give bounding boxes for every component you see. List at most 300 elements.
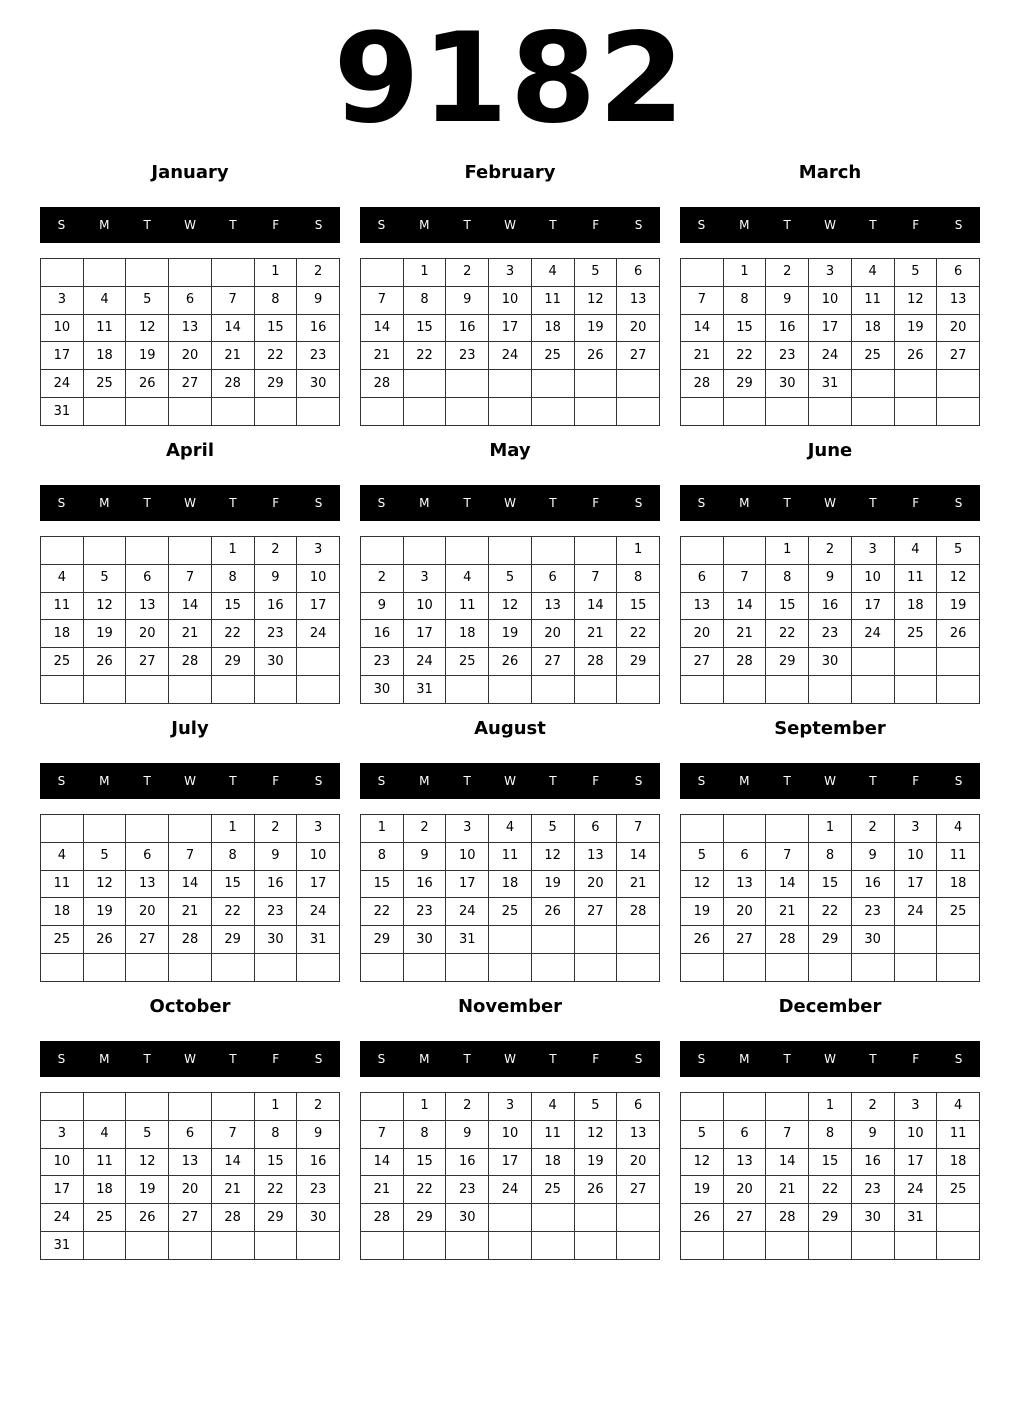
day-cell: 3 [809,259,852,287]
day-cell [574,398,617,426]
day-cell [446,676,489,704]
day-cell: 11 [937,842,980,870]
day-cell: 5 [531,815,574,843]
day-cell [894,926,937,954]
day-cell: 20 [723,1176,766,1204]
day-cell [297,398,340,426]
day-grid [40,536,340,704]
day-grid [40,1092,340,1260]
day-cell [169,1232,212,1260]
weekday-label: M [419,218,430,232]
weekday-header [360,763,660,799]
day-cell: 25 [446,648,489,676]
day-cell [531,370,574,398]
day-grid [360,1092,660,1260]
day-cell [254,1232,297,1260]
day-cell: 12 [894,286,937,314]
day-cell: 24 [489,1176,532,1204]
day-cell: 30 [254,648,297,676]
day-cell: 5 [681,1120,724,1148]
weekday-label: M [99,218,110,232]
day-cell: 24 [489,342,532,370]
day-cell: 4 [937,1093,980,1121]
day-cell: 13 [617,286,660,314]
day-cell [169,1093,212,1121]
day-cell: 26 [126,370,169,398]
week-row [41,342,340,370]
week-row [361,1232,660,1260]
day-cell [681,537,724,565]
day-cell: 29 [211,926,254,954]
day-cell: 14 [574,592,617,620]
day-cell: 31 [403,676,446,704]
day-cell: 25 [41,648,84,676]
week-row [681,842,980,870]
day-cell: 8 [403,1120,446,1148]
day-cell: 8 [254,286,297,314]
day-cell: 24 [851,620,894,648]
day-cell: 7 [361,1120,404,1148]
day-cell [403,398,446,426]
day-cell: 23 [446,1176,489,1204]
day-cell: 16 [851,870,894,898]
day-cell: 26 [681,926,724,954]
week-row [681,314,980,342]
day-cell: 19 [489,620,532,648]
day-cell: 22 [403,1176,446,1204]
day-cell: 3 [41,286,84,314]
weekday-header [680,207,980,243]
day-grid [680,258,980,426]
day-cell: 5 [489,564,532,592]
day-cell: 16 [403,870,446,898]
day-cell: 19 [126,342,169,370]
day-cell [211,1093,254,1121]
day-cell [361,259,404,287]
week-row [41,1120,340,1148]
weekday-label: T [229,774,237,788]
day-cell: 12 [83,592,126,620]
weekday-label: F [592,1052,600,1066]
day-cell [83,1232,126,1260]
weekday-label: F [912,218,920,232]
weekday-label: W [824,218,836,232]
week-row [681,342,980,370]
day-cell: 2 [254,815,297,843]
day-cell: 18 [83,1176,126,1204]
day-cell [894,648,937,676]
weekday-label: W [184,496,196,510]
weekday-label: S [314,1052,323,1066]
day-cell: 25 [531,342,574,370]
day-cell: 20 [531,620,574,648]
day-cell: 27 [126,926,169,954]
day-cell [531,398,574,426]
day-cell: 28 [681,370,724,398]
day-cell: 13 [169,1148,212,1176]
weekday-label: T [549,1052,557,1066]
day-cell: 18 [41,620,84,648]
day-cell: 1 [403,1093,446,1121]
day-cell: 13 [574,842,617,870]
week-row [361,898,660,926]
day-cell: 24 [403,648,446,676]
day-cell [489,926,532,954]
day-cell: 28 [211,370,254,398]
day-cell: 19 [83,620,126,648]
day-cell: 14 [361,1148,404,1176]
day-cell: 10 [489,286,532,314]
day-cell: 9 [254,842,297,870]
day-cell: 26 [574,1176,617,1204]
day-cell: 3 [894,1093,937,1121]
day-cell: 10 [809,286,852,314]
day-cell: 9 [851,842,894,870]
day-cell [211,259,254,287]
weekday-label: W [824,496,836,510]
day-cell [531,954,574,982]
month-name: January [151,162,229,183]
week-row [681,1093,980,1121]
day-cell: 19 [681,898,724,926]
day-cell: 17 [489,1148,532,1176]
month-name: February [464,162,556,183]
week-row [41,676,340,704]
weekday-label: S [954,774,963,788]
weekday-label: F [272,218,280,232]
day-cell: 27 [531,648,574,676]
day-cell: 1 [361,815,404,843]
day-cell: 25 [83,1204,126,1232]
day-cell [574,370,617,398]
week-row [41,370,340,398]
week-row [681,898,980,926]
weekday-label: F [592,496,600,510]
day-cell: 12 [83,870,126,898]
day-cell [489,1204,532,1232]
day-cell: 17 [489,314,532,342]
day-cell: 18 [446,620,489,648]
day-cell: 18 [41,898,84,926]
day-cell [41,537,84,565]
day-cell: 17 [297,592,340,620]
day-cell: 8 [723,286,766,314]
weekday-label: W [504,496,516,510]
day-cell: 15 [809,870,852,898]
day-cell: 30 [403,926,446,954]
day-cell: 22 [617,620,660,648]
week-row [361,314,660,342]
day-cell [851,1232,894,1260]
day-cell [126,1093,169,1121]
day-cell [169,954,212,982]
week-row [681,259,980,287]
day-cell [489,370,532,398]
day-cell: 28 [617,898,660,926]
week-row [361,815,660,843]
day-cell: 7 [361,286,404,314]
day-cell: 1 [211,537,254,565]
day-cell: 21 [361,342,404,370]
day-cell: 1 [403,259,446,287]
weekday-label: T [143,496,151,510]
weekday-label: M [419,774,430,788]
day-cell: 30 [361,676,404,704]
day-cell: 5 [126,286,169,314]
weekday-label: F [592,218,600,232]
day-cell: 5 [126,1120,169,1148]
weekday-label: F [912,774,920,788]
day-cell: 20 [723,898,766,926]
week-row [41,898,340,926]
day-cell: 4 [489,815,532,843]
day-cell: 16 [809,592,852,620]
day-cell: 14 [617,842,660,870]
day-cell: 27 [681,648,724,676]
day-cell [894,370,937,398]
day-cell: 21 [723,620,766,648]
day-cell: 10 [894,1120,937,1148]
day-cell: 10 [41,314,84,342]
week-row [361,954,660,982]
day-cell: 20 [169,342,212,370]
week-row [41,314,340,342]
weekday-label: S [314,774,323,788]
week-row [361,564,660,592]
day-cell [446,954,489,982]
day-cell: 5 [937,537,980,565]
weekday-label: S [634,496,643,510]
day-cell: 2 [809,537,852,565]
week-row [361,1093,660,1121]
day-cell [617,1232,660,1260]
day-cell [83,398,126,426]
day-cell: 25 [894,620,937,648]
day-cell: 19 [531,870,574,898]
day-cell: 23 [403,898,446,926]
week-row [361,620,660,648]
day-cell: 27 [574,898,617,926]
weekday-label: M [739,496,750,510]
day-cell: 19 [681,1176,724,1204]
weekday-header [680,763,980,799]
day-cell: 21 [211,1176,254,1204]
day-cell: 21 [169,620,212,648]
weekday-header [360,207,660,243]
day-cell: 17 [297,870,340,898]
day-cell: 1 [254,259,297,287]
day-cell: 24 [894,1176,937,1204]
day-cell: 16 [446,314,489,342]
day-cell [766,1232,809,1260]
day-cell: 10 [446,842,489,870]
day-cell: 15 [361,870,404,898]
day-cell: 31 [809,370,852,398]
day-cell: 2 [297,259,340,287]
day-cell: 11 [937,1120,980,1148]
day-cell [361,1093,404,1121]
weekday-label: M [739,1052,750,1066]
day-cell: 6 [681,564,724,592]
day-cell: 28 [766,1204,809,1232]
day-cell: 15 [211,592,254,620]
month-name: November [457,996,563,1017]
weekday-label: M [99,774,110,788]
day-cell [809,398,852,426]
day-cell: 31 [41,398,84,426]
week-row [681,398,980,426]
weekday-label: S [314,496,323,510]
weekday-label: S [377,1052,386,1066]
day-cell: 23 [809,620,852,648]
day-cell [894,676,937,704]
day-cell: 20 [169,1176,212,1204]
day-cell: 1 [211,815,254,843]
week-row [41,259,340,287]
day-cell [937,954,980,982]
weekday-label: S [634,218,643,232]
day-cell: 3 [297,815,340,843]
day-cell: 27 [126,648,169,676]
weekday-label: W [184,774,196,788]
day-cell: 4 [83,1120,126,1148]
week-row [681,1120,980,1148]
day-cell: 29 [766,648,809,676]
day-cell: 11 [83,314,126,342]
day-cell [531,537,574,565]
week-row [681,954,980,982]
day-cell: 15 [809,1148,852,1176]
day-cell: 24 [41,1204,84,1232]
day-cell: 4 [83,286,126,314]
day-cell [41,954,84,982]
day-cell: 17 [403,620,446,648]
week-row [361,1120,660,1148]
day-cell: 28 [169,926,212,954]
day-cell: 14 [723,592,766,620]
day-cell: 14 [169,592,212,620]
day-cell: 10 [894,842,937,870]
day-cell [126,815,169,843]
week-row [681,286,980,314]
day-cell: 21 [169,898,212,926]
week-row [681,1148,980,1176]
day-cell: 29 [617,648,660,676]
day-cell [169,398,212,426]
day-cell [681,259,724,287]
week-row [41,1148,340,1176]
day-cell [574,1204,617,1232]
day-cell: 4 [41,842,84,870]
week-row [681,1176,980,1204]
day-cell: 24 [446,898,489,926]
day-cell: 29 [809,926,852,954]
week-row [41,564,340,592]
day-cell [531,926,574,954]
day-cell: 26 [489,648,532,676]
day-cell: 2 [446,1093,489,1121]
day-cell: 7 [681,286,724,314]
day-cell: 11 [489,842,532,870]
day-cell: 10 [297,842,340,870]
weekday-label: T [549,496,557,510]
weekday-label: T [463,218,471,232]
day-cell [211,1232,254,1260]
day-cell: 18 [531,314,574,342]
month-name: October [149,996,231,1017]
day-cell: 6 [723,842,766,870]
day-cell: 31 [41,1232,84,1260]
day-cell [489,1232,532,1260]
day-cell [361,537,404,565]
day-cell: 12 [126,1148,169,1176]
day-cell [851,398,894,426]
weekday-label: S [954,1052,963,1066]
day-cell: 16 [254,870,297,898]
day-grid [680,1092,980,1260]
day-cell: 26 [937,620,980,648]
week-row [41,1176,340,1204]
day-cell: 21 [766,898,809,926]
day-cell: 25 [489,898,532,926]
day-cell: 14 [766,870,809,898]
day-cell: 31 [894,1204,937,1232]
weekday-header [40,485,340,521]
day-cell [297,676,340,704]
day-cell [681,1093,724,1121]
day-cell: 30 [297,1204,340,1232]
week-row [41,926,340,954]
day-cell [574,537,617,565]
weekday-label: T [143,774,151,788]
weekday-label: T [869,218,877,232]
day-cell: 26 [894,342,937,370]
day-cell: 13 [531,592,574,620]
day-cell: 6 [574,815,617,843]
day-cell [41,815,84,843]
month-name: December [778,996,882,1017]
day-cell: 16 [254,592,297,620]
day-cell: 15 [254,1148,297,1176]
day-cell: 6 [169,1120,212,1148]
day-cell: 4 [531,259,574,287]
day-cell: 26 [531,898,574,926]
day-cell: 28 [361,370,404,398]
week-row [41,842,340,870]
weekday-label: F [912,1052,920,1066]
month-name: August [474,718,546,739]
weekday-header [680,485,980,521]
day-cell [617,954,660,982]
day-cell: 11 [83,1148,126,1176]
weekday-label: T [783,1052,791,1066]
weekday-header [40,1041,340,1077]
week-row [361,342,660,370]
day-cell [489,954,532,982]
day-cell: 2 [297,1093,340,1121]
day-cell: 13 [937,286,980,314]
weekday-label: W [824,774,836,788]
day-cell [681,815,724,843]
day-cell: 9 [297,286,340,314]
day-cell [894,954,937,982]
weekday-label: M [99,496,110,510]
day-cell: 22 [403,342,446,370]
day-cell: 25 [83,370,126,398]
weekday-label: S [697,1052,706,1066]
day-cell: 2 [403,815,446,843]
day-cell: 20 [617,314,660,342]
